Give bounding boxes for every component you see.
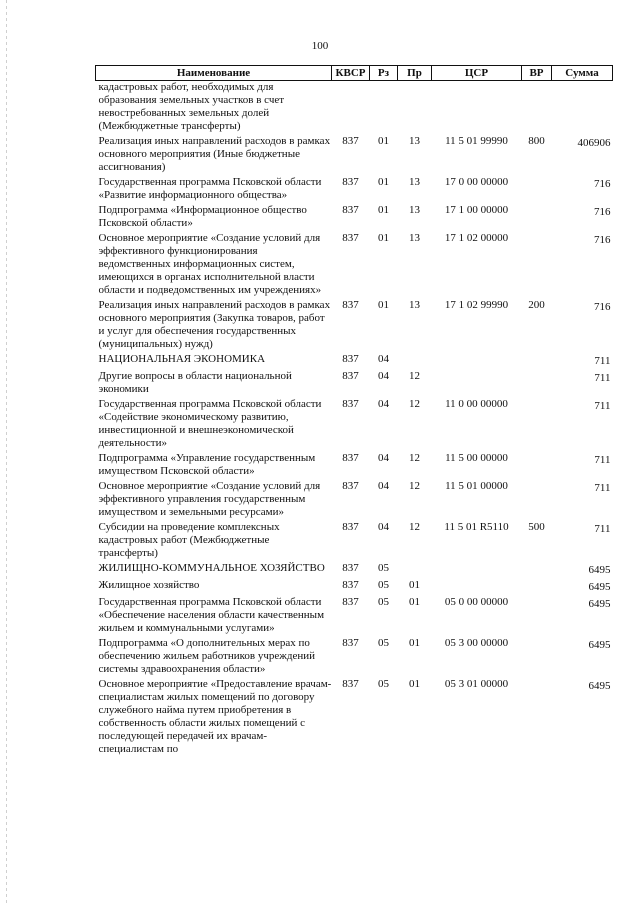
cell-csr [432, 81, 522, 136]
cell-rz: 01 [378, 204, 389, 216]
cell-vr: 800 [528, 135, 545, 147]
cell-name: Реализация иных направлений расходов в рамках основного мероприятия (Иные бюджетные ассигнования) [98, 135, 331, 173]
cell-rz: 04 [378, 480, 389, 492]
cell-rz: 01 [378, 135, 389, 147]
cell-rz: 05 [378, 637, 389, 649]
column-header-sum: Сумма [552, 66, 613, 81]
cell-vr [522, 678, 552, 758]
cell-name: ЖИЛИЩНО-КОММУНАЛЬНОЕ ХОЗЯЙСТВО [98, 562, 325, 574]
table-row [96, 452, 613, 480]
column-header-rz: Рз [370, 66, 398, 81]
cell-pr [398, 562, 432, 579]
cell-rz: 05 [378, 579, 389, 591]
cell-name: Основное мероприятие «Предоставление врачам-специалистам жилых помещений по договору служебного найма путем приобретения в собственность области жилых помещений с последующей передачей их врачам-специалистам по [98, 678, 332, 755]
cell-name: НАЦИОНАЛЬНАЯ ЭКОНОМИКА [98, 353, 266, 365]
cell-vr: 500 [528, 521, 545, 533]
cell-sum: 711 [594, 523, 611, 535]
cell-kvsr: 837 [342, 135, 359, 147]
column-header-name: Наименование [96, 66, 332, 81]
table-row [96, 562, 613, 579]
cell-kvsr [332, 81, 370, 136]
cell-kvsr: 837 [342, 176, 359, 188]
cell-vr [522, 480, 552, 521]
cell-vr [522, 452, 552, 480]
cell-vr [522, 637, 552, 678]
cell-name: Основное мероприятие «Создание условий для эффективного управления государственным имуществом и земельными ресурсами» [98, 480, 321, 518]
cell-sum: 716 [594, 301, 611, 313]
cell-name: Государственная программа Псковской области «Развитие информационного общества» [98, 176, 322, 201]
cell-pr: 01 [409, 678, 420, 690]
cell-sum: 6495 [588, 564, 611, 576]
cell-kvsr: 837 [342, 398, 359, 410]
cell-name: Подпрограмма «Управление государственным имуществом Псковской области» [98, 452, 316, 477]
page-number: 100 [311, 40, 329, 52]
cell-rz: 04 [378, 452, 389, 464]
cell-vr [522, 232, 552, 299]
cell-pr: 12 [409, 370, 420, 382]
cell-name: Основное мероприятие «Создание условий для эффективного функционирования ведомственных информационных систем, имеющихся в органах исполнительной власти области и подведомственных им учреждениях» [98, 232, 322, 296]
cell-sum: 6495 [588, 680, 611, 692]
table-row [96, 204, 613, 232]
cell-csr [432, 579, 522, 596]
cell-rz: 04 [378, 370, 389, 382]
cell-pr: 13 [409, 135, 420, 147]
cell-kvsr: 837 [342, 521, 359, 533]
table-row [96, 135, 613, 176]
table-row [96, 370, 613, 398]
cell-kvsr: 837 [342, 204, 359, 216]
cell-name: Подпрограмма «Информационное общество Псковской области» [98, 204, 307, 229]
cell-kvsr: 837 [342, 370, 359, 382]
cell-vr [522, 353, 552, 370]
cell-csr [432, 370, 522, 398]
cell-csr: 05 3 01 00000 [444, 678, 509, 690]
table-row [96, 637, 613, 678]
cell-kvsr: 837 [342, 678, 359, 690]
cell-sum: 406906 [577, 137, 611, 149]
budget-table [95, 65, 613, 758]
cell-rz: 05 [378, 678, 389, 690]
cell-vr [522, 398, 552, 452]
cell-rz: 05 [378, 596, 389, 608]
table-row [96, 353, 613, 370]
cell-name: Жилищное хозяйство [98, 579, 200, 591]
cell-csr: 11 5 00 00000 [445, 452, 508, 464]
scan-edge-artifact [6, 0, 7, 905]
cell-vr [522, 596, 552, 637]
cell-sum: 716 [594, 234, 611, 246]
column-header-csr: ЦСР [432, 66, 522, 81]
cell-pr: 01 [409, 637, 420, 649]
table-row [96, 579, 613, 596]
table-row [96, 81, 613, 136]
cell-rz: 01 [378, 299, 389, 311]
table-header-row [96, 66, 613, 81]
table-row [96, 398, 613, 452]
cell-csr: 05 0 00 00000 [444, 596, 509, 608]
cell-rz: 01 [378, 176, 389, 188]
cell-pr: 13 [409, 176, 420, 188]
cell-pr: 01 [409, 596, 420, 608]
cell-sum: 6495 [588, 639, 611, 651]
table-row [96, 232, 613, 299]
cell-pr: 13 [409, 204, 420, 216]
cell-name: Государственная программа Псковской области «Содействие экономическому развитию, инвестиционной и внешнеэкономической деятельности» [98, 398, 322, 449]
cell-rz [370, 81, 398, 136]
cell-csr: 11 5 01 00000 [445, 480, 508, 492]
cell-rz: 04 [378, 521, 389, 533]
cell-vr [522, 176, 552, 204]
cell-sum: 716 [594, 206, 611, 218]
cell-pr: 12 [409, 480, 420, 492]
cell-csr [432, 562, 522, 579]
cell-name: Государственная программа Псковской области «Обеспечение населения области качественным жильем и коммунальными услугами» [98, 596, 325, 634]
cell-vr [522, 370, 552, 398]
cell-sum: 711 [594, 482, 611, 494]
cell-sum: 711 [594, 355, 611, 367]
cell-pr [398, 353, 432, 370]
cell-rz: 01 [378, 232, 389, 244]
table-row [96, 176, 613, 204]
cell-pr: 13 [409, 232, 420, 244]
cell-csr: 11 0 00 00000 [445, 398, 508, 410]
column-header-vr: ВР [522, 66, 552, 81]
cell-kvsr: 837 [342, 299, 359, 311]
cell-kvsr: 837 [342, 562, 359, 574]
table-row [96, 521, 613, 562]
cell-kvsr: 837 [342, 353, 359, 365]
cell-pr: 12 [409, 521, 420, 533]
cell-csr: 17 1 02 99990 [444, 299, 509, 311]
cell-pr: 12 [409, 398, 420, 410]
cell-sum [552, 81, 613, 136]
cell-name: Другие вопросы в области национальной экономики [98, 370, 292, 395]
cell-csr: 05 3 00 00000 [444, 637, 509, 649]
cell-kvsr: 837 [342, 480, 359, 492]
cell-rz: 05 [378, 562, 389, 574]
cell-sum: 6495 [588, 581, 611, 593]
cell-vr: 200 [528, 299, 545, 311]
cell-kvsr: 837 [342, 232, 359, 244]
cell-vr [522, 562, 552, 579]
table-row [96, 678, 613, 758]
cell-csr: 17 1 02 00000 [444, 232, 509, 244]
cell-kvsr: 837 [342, 596, 359, 608]
cell-rz: 04 [378, 353, 389, 365]
cell-csr: 17 1 00 00000 [444, 204, 509, 216]
cell-kvsr: 837 [342, 637, 359, 649]
cell-kvsr: 837 [342, 579, 359, 591]
cell-sum: 711 [594, 372, 611, 384]
cell-csr: 11 5 01 99990 [445, 135, 508, 147]
table-body [96, 81, 613, 759]
cell-sum: 711 [594, 454, 611, 466]
cell-rz: 04 [378, 398, 389, 410]
column-header-pr: Пр [398, 66, 432, 81]
cell-csr: 17 0 00 00000 [444, 176, 509, 188]
cell-vr [522, 81, 552, 136]
cell-csr [432, 353, 522, 370]
cell-name: Подпрограмма «О дополнительных мерах по обеспечению жильем работников учреждений системы здравоохранения области» [98, 637, 316, 675]
table-row [96, 299, 613, 353]
table-row [96, 596, 613, 637]
cell-name: Реализация иных направлений расходов в рамках основного мероприятия (Закупка товаров, работ и услуг для обеспечения государственных (муниципальных) нужд) [98, 299, 331, 350]
cell-csr: 11 5 01 R5110 [444, 521, 509, 533]
cell-sum: 711 [594, 400, 611, 412]
cell-vr [522, 579, 552, 596]
table-row [96, 480, 613, 521]
cell-sum: 6495 [588, 598, 611, 610]
cell-name: кадастровых работ, необходимых для образования земельных участков в счет невостребованных земельных долей (Межбюджетные трансферты) [98, 81, 285, 132]
column-header-kvsr: КВСР [332, 66, 370, 81]
cell-pr [398, 81, 432, 136]
cell-pr: 13 [409, 299, 420, 311]
cell-sum: 716 [594, 178, 611, 190]
cell-name: Субсидии на проведение комплексных кадастровых работ (Межбюджетные трансферты) [98, 521, 280, 559]
cell-vr [522, 204, 552, 232]
cell-pr: 12 [409, 452, 420, 464]
cell-pr: 01 [409, 579, 420, 591]
cell-kvsr: 837 [342, 452, 359, 464]
